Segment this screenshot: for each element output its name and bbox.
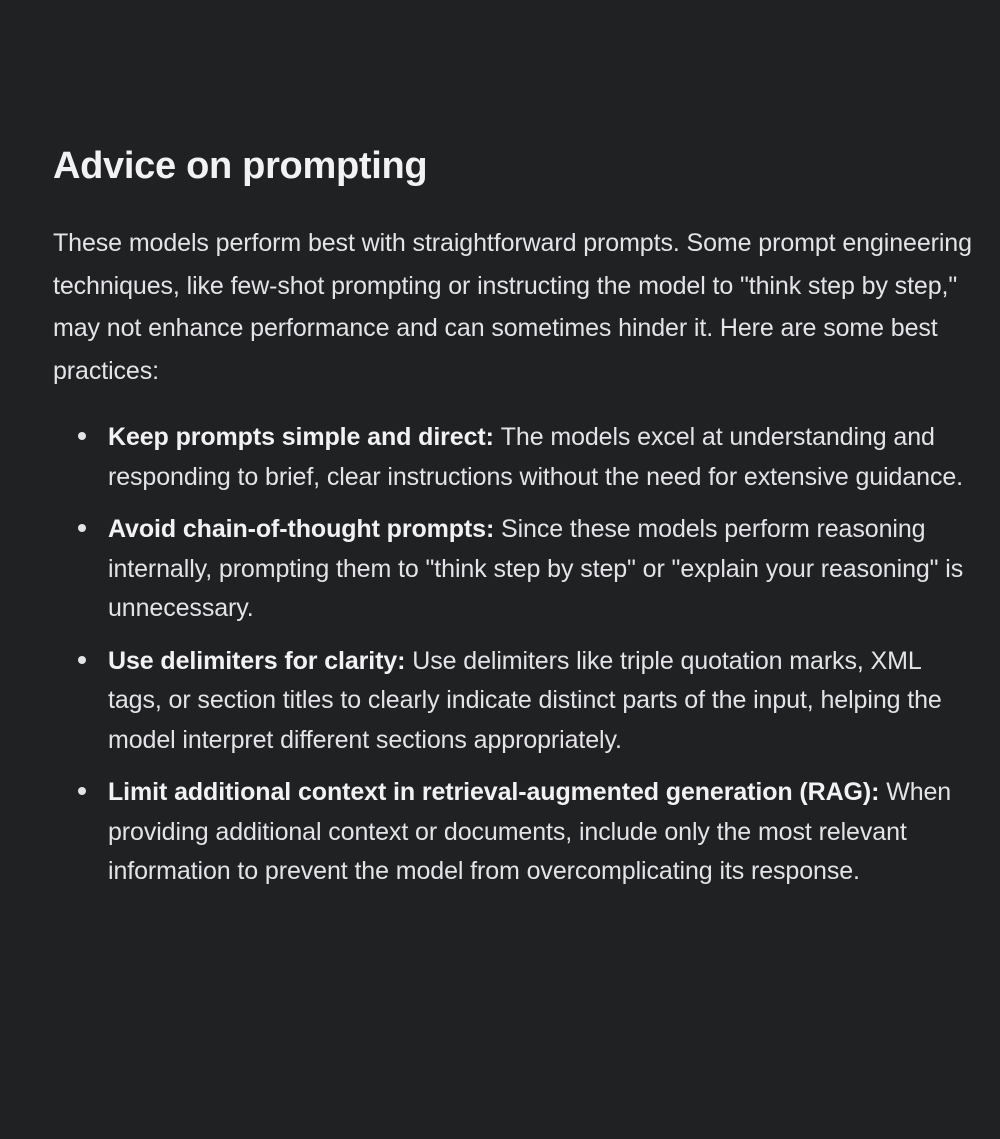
practice-body: The models excel at understanding and responding to brief, clear instructions without the need for extensive guidance.	[108, 423, 964, 491]
practice-title: Use delimiters for clarity:	[108, 646, 413, 675]
bullet-icon	[78, 787, 86, 795]
practice-title: Keep prompts simple and direct:	[108, 423, 501, 451]
practice-body: Since these models perform reasoning internally, prompting them to "think step by step" or "explain your reasoning" is unnecessary.	[108, 515, 964, 622]
practice-body: Use delimiters like triple quotation marks, XML tags, or section titles to clearly indicate distinct parts of the input, helping the model interpret different sections appropriately.	[108, 646, 942, 754]
list-item	[53, 510, 968, 629]
list-item	[53, 773, 968, 892]
section-heading: Advice on prompting	[53, 145, 428, 187]
list-item	[53, 642, 968, 761]
practice-body: When providing additional context or documents, include only the most relevant information to prevent the model from overcomplicating its response.	[108, 778, 952, 885]
practice-title: Avoid chain-of-thought prompts:	[108, 515, 502, 543]
bullet-icon	[78, 524, 86, 532]
best-practices-list	[53, 418, 968, 905]
bullet-icon	[78, 656, 86, 664]
list-item	[53, 418, 968, 497]
bullet-icon	[78, 432, 86, 440]
intro-paragraph: These models perform best with straightforward prompts. Some prompt engineering techniques, like few-shot prompting or instructing the model to "think step by step," may not enhance performance and can sometimes hinder it. Here are some best practices:	[53, 229, 972, 385]
practice-title: Limit additional context in retrieval-augmented generation (RAG):	[108, 778, 887, 806]
